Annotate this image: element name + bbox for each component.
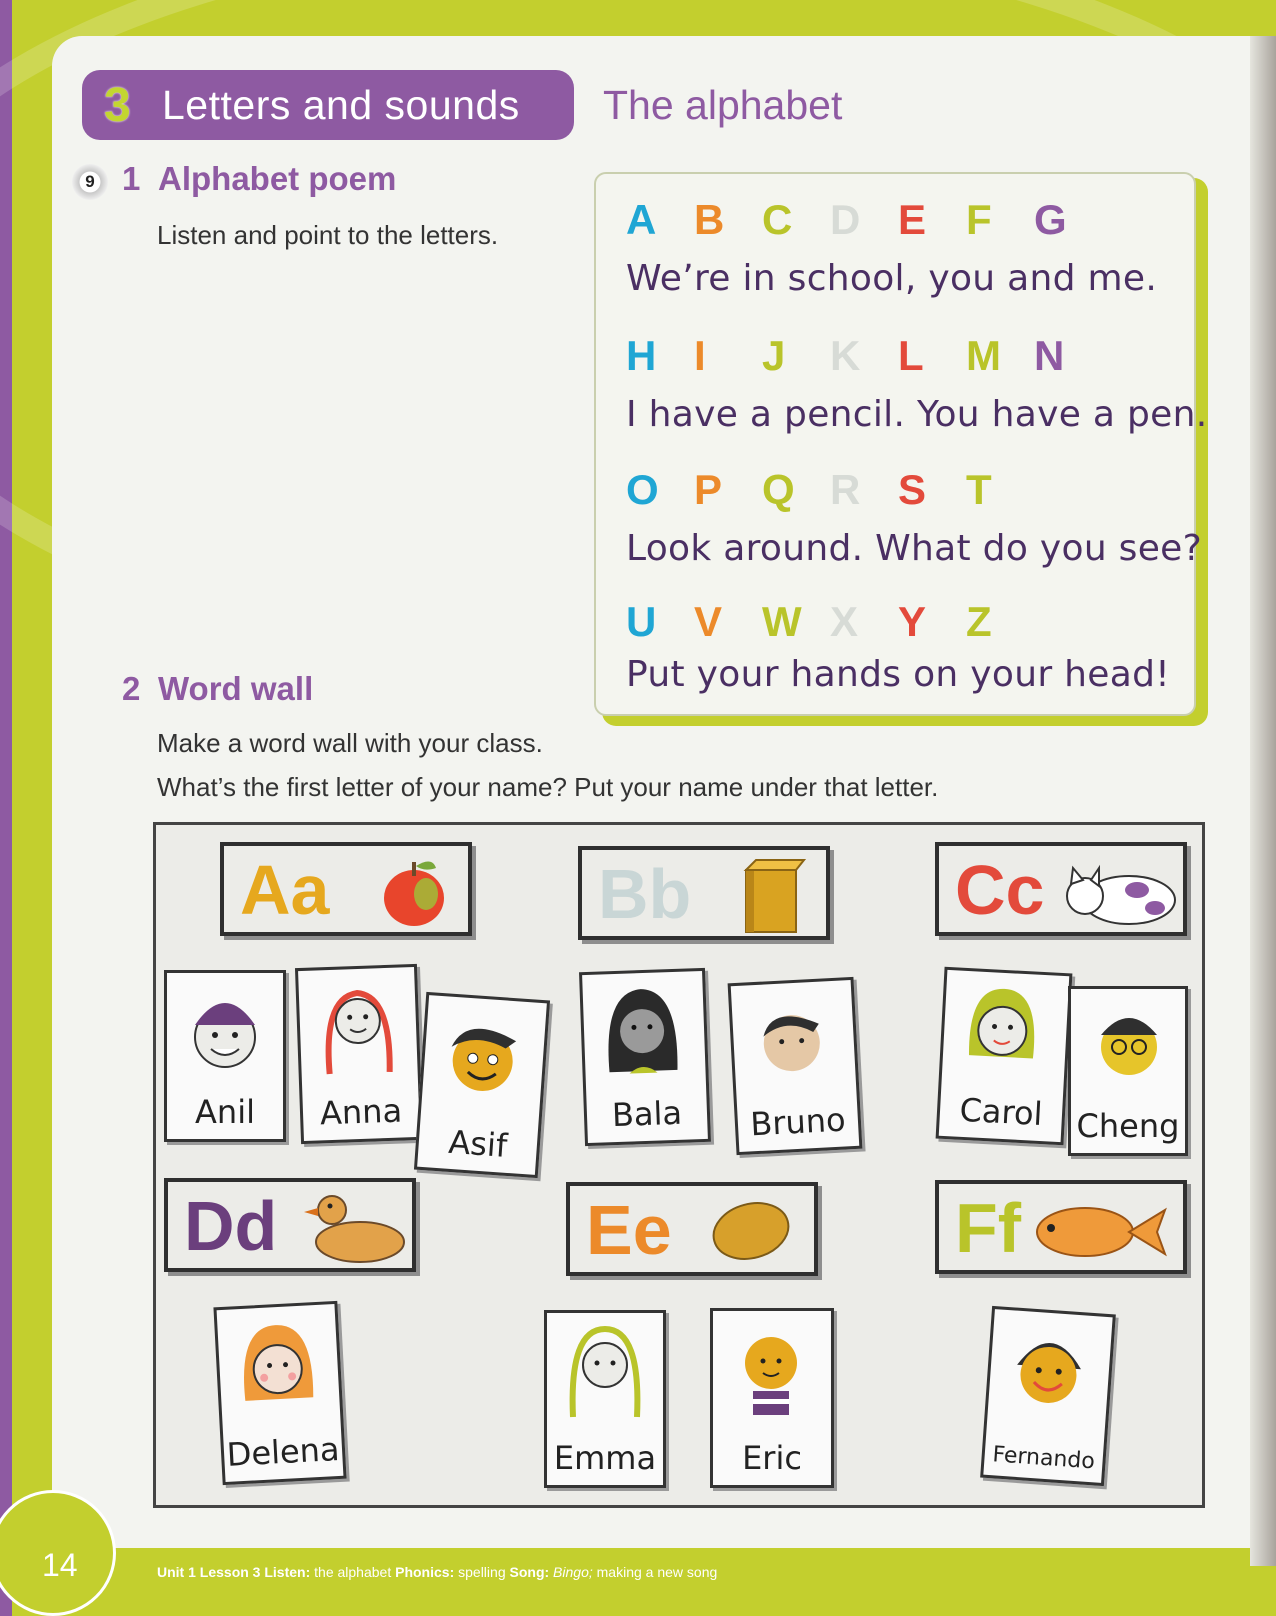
letter-row-3: [626, 466, 1034, 514]
child-face-icon: [177, 981, 273, 1081]
header-letters: Aa: [240, 851, 330, 929]
letter: C: [762, 196, 793, 243]
footer-song-text: making a new song: [596, 1564, 718, 1580]
child-name: Asif: [447, 1122, 509, 1165]
footer-listen-label: Listen:: [264, 1564, 311, 1580]
letter: I: [694, 332, 706, 379]
child-face-icon: [592, 979, 691, 1082]
header-letters: Cc: [955, 851, 1045, 929]
header-letters: Bb: [598, 855, 692, 933]
letter: B: [694, 196, 725, 243]
letter-row-2: [626, 332, 1102, 380]
child-face-icon: [308, 975, 407, 1078]
name-card: [728, 977, 863, 1155]
page-number: 14: [42, 1547, 78, 1583]
child-face-icon: [952, 978, 1053, 1083]
header-card-b: [578, 846, 830, 940]
header-letters: Ff: [955, 1189, 1022, 1267]
poem-line-4: Put your hands on your head!: [626, 654, 1170, 695]
name-card: [164, 970, 286, 1142]
duck-icon: [298, 1186, 408, 1270]
child-face-icon: [997, 1318, 1100, 1424]
name-card: [414, 992, 550, 1178]
header-card-d: [164, 1178, 416, 1272]
letter: G: [1034, 196, 1067, 243]
letter: T: [966, 466, 992, 513]
unit-title: Letters and sounds: [162, 81, 520, 128]
letter-row-1: [626, 196, 1102, 244]
header-card-c: [935, 842, 1187, 936]
section-1-instruction: Listen and point to the letters.: [157, 220, 499, 250]
child-name: Fernando: [991, 1442, 1096, 1475]
header-card-e: [566, 1182, 818, 1276]
name-card: [710, 1308, 834, 1488]
audio-track-badge[interactable]: [72, 164, 108, 200]
footer-listen-text: the alphabet: [314, 1564, 392, 1580]
letter: W: [762, 598, 802, 645]
child-face-icon: [557, 1321, 653, 1421]
footer-phonics-text: spelling: [458, 1564, 506, 1580]
poem-line-2: I have a pencil. You have a pen.: [626, 394, 1208, 435]
letter: Z: [966, 598, 992, 645]
letter: O: [626, 466, 659, 513]
child-name: Carol: [958, 1090, 1044, 1134]
header-card-f: [935, 1180, 1187, 1274]
letter: P: [694, 466, 723, 513]
letter: Y: [898, 598, 927, 645]
fish-icon: [1025, 1192, 1175, 1268]
letter: H: [626, 332, 657, 379]
child-face-icon: [227, 1313, 328, 1418]
child-face-icon: [1081, 997, 1177, 1097]
lesson-title: The alphabet: [603, 82, 843, 128]
unit-heading: [82, 70, 574, 140]
section-1-number: 1: [122, 160, 141, 197]
child-face-icon: [432, 1004, 535, 1110]
name-card: [579, 968, 711, 1146]
poem-line-1: We’re in school, you and me.: [626, 258, 1158, 299]
letter: R: [830, 466, 861, 513]
name-card: [936, 967, 1073, 1145]
child-name: Cheng: [1076, 1107, 1180, 1145]
name-card: [1068, 986, 1188, 1156]
name-card: [213, 1301, 346, 1485]
name-card: [544, 1310, 666, 1488]
footer-song-title: Bingo;: [553, 1564, 593, 1580]
letter: F: [966, 196, 992, 243]
footer-unit: Unit 1 Lesson 3: [157, 1564, 261, 1580]
poem-line-3: Look around. What do you see?: [626, 528, 1203, 569]
section-1-title: Alphabet poem: [158, 160, 397, 197]
name-card: [980, 1306, 1116, 1486]
unit-number: 3: [104, 78, 131, 132]
footer-song-label: Song:: [509, 1564, 550, 1580]
header-card-a: [220, 842, 472, 936]
child-name: Emma: [553, 1439, 657, 1477]
letter: J: [762, 332, 786, 379]
letter: L: [898, 332, 924, 379]
footer-lesson-info: [157, 1564, 717, 1580]
child-face-icon: [741, 989, 842, 1094]
letter: A: [626, 196, 657, 243]
section-2-number: 2: [122, 670, 141, 707]
letter: S: [898, 466, 927, 513]
section-2-instruction-1: Make a word wall with your class.: [157, 728, 543, 758]
book-icon: [738, 856, 808, 936]
child-name: Anil: [195, 1093, 255, 1131]
letter: X: [830, 598, 859, 645]
child-face-icon: [723, 1319, 819, 1419]
section-2-title: Word wall: [158, 670, 314, 707]
section-2-instruction-2: What’s the first letter of your name? Put your name under that letter.: [157, 772, 939, 802]
letter: D: [830, 196, 861, 243]
letter: K: [830, 332, 861, 379]
child-name: Delena: [225, 1429, 341, 1474]
apple-icon: [374, 852, 454, 930]
child-name: Anna: [319, 1091, 403, 1133]
cat-icon: [1051, 854, 1181, 930]
footer-phonics-label: Phonics:: [395, 1564, 455, 1580]
name-card: [295, 964, 423, 1144]
child-name: Eric: [742, 1439, 802, 1477]
header-letters: Ee: [586, 1191, 672, 1269]
child-name: Bruno: [749, 1100, 847, 1144]
letter: E: [898, 196, 927, 243]
header-letters: Dd: [184, 1187, 278, 1265]
letter: V: [694, 598, 723, 645]
letter-row-4: [626, 598, 1034, 646]
book-spine: [1250, 36, 1276, 1566]
child-name: Bala: [611, 1093, 683, 1135]
letter: M: [966, 332, 1001, 379]
track-number: 9: [85, 172, 95, 191]
egg-icon: [706, 1198, 796, 1264]
letter: N: [1034, 332, 1065, 379]
letter: U: [626, 598, 657, 645]
letter: Q: [762, 466, 795, 513]
